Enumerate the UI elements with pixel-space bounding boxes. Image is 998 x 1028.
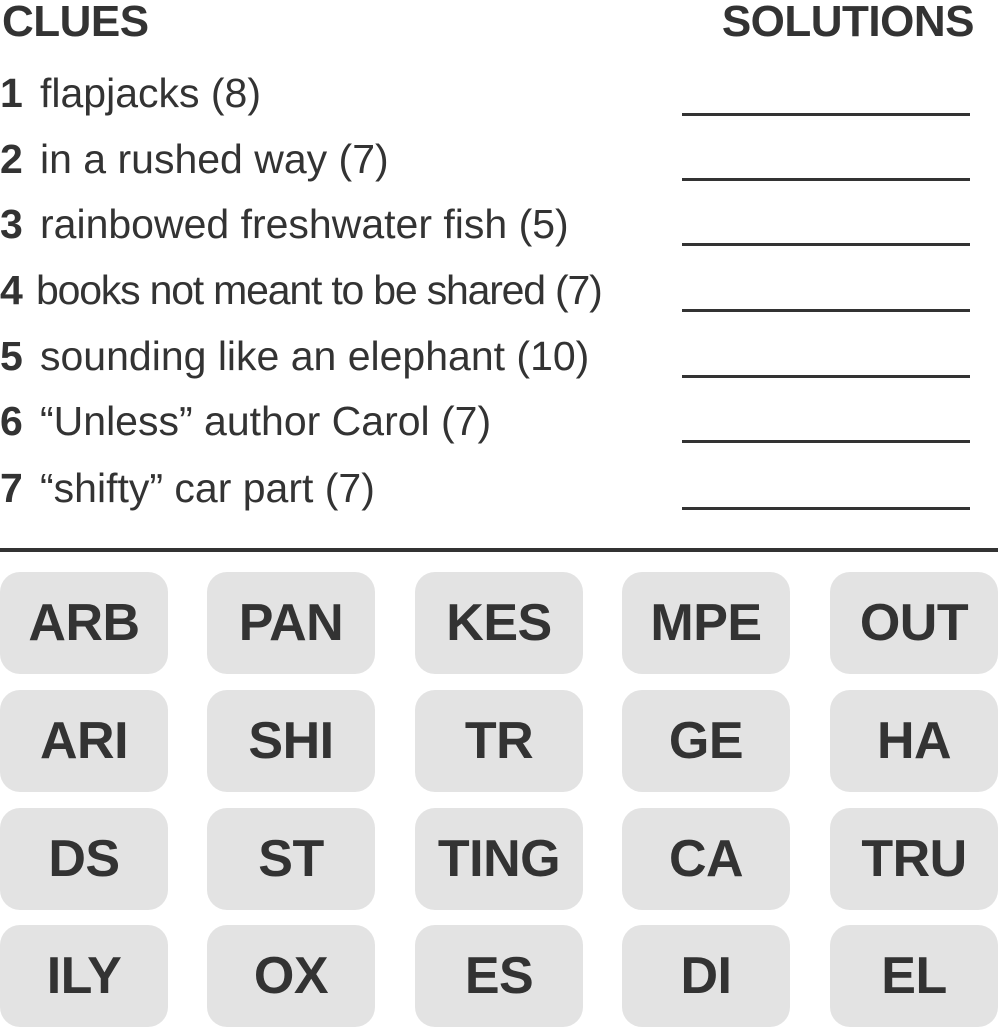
letter-tile[interactable]: DI — [622, 925, 790, 1027]
clue-text: “shifty” car part (7) — [40, 465, 375, 511]
letter-tile[interactable]: TR — [415, 690, 583, 792]
clue-row — [0, 267, 998, 327]
clue-number: 4 — [0, 267, 23, 313]
solution-blank[interactable] — [682, 375, 970, 378]
letter-tile[interactable]: ST — [207, 808, 375, 910]
letter-tile[interactable]: KES — [415, 572, 583, 674]
clue-number: 3 — [0, 201, 23, 247]
clue-row — [0, 201, 998, 261]
section-divider — [0, 548, 998, 552]
clue-text: books not meant to be shared (7) — [36, 267, 602, 313]
letter-tile[interactable]: ILY — [0, 925, 168, 1027]
solution-blank[interactable] — [682, 309, 970, 312]
clue-row — [0, 333, 998, 393]
clue-text: rainbowed freshwater fish (5) — [40, 201, 569, 247]
solution-blank[interactable] — [682, 178, 970, 181]
clue-text: flapjacks (8) — [40, 70, 262, 116]
letter-tile[interactable]: OX — [207, 925, 375, 1027]
header — [0, 0, 998, 50]
letter-tile[interactable]: TING — [415, 808, 583, 910]
letter-tile[interactable]: SHI — [207, 690, 375, 792]
letter-tile[interactable]: MPE — [622, 572, 790, 674]
letter-tile[interactable]: PAN — [207, 572, 375, 674]
clue-row — [0, 465, 998, 525]
clue-row — [0, 398, 998, 458]
letter-tile[interactable]: ES — [415, 925, 583, 1027]
clue-text: “Unless” author Carol (7) — [40, 398, 492, 444]
clue-number: 7 — [0, 465, 23, 511]
letter-tile[interactable]: EL — [830, 925, 998, 1027]
letter-tile[interactable]: TRU — [830, 808, 998, 910]
clues-heading: CLUES — [2, 0, 149, 46]
clue-row — [0, 70, 998, 130]
clue-number: 6 — [0, 398, 23, 444]
clue-text: sounding like an elephant (10) — [40, 333, 590, 379]
letter-tile-grid — [0, 572, 998, 1028]
letter-tile[interactable]: CA — [622, 808, 790, 910]
solution-blank[interactable] — [682, 507, 970, 510]
clue-text: in a rushed way (7) — [40, 136, 389, 182]
clue-number: 2 — [0, 136, 23, 182]
clue-number: 1 — [0, 70, 23, 116]
solution-blank[interactable] — [682, 243, 970, 246]
letter-tile[interactable]: ARI — [0, 690, 168, 792]
letter-tile[interactable]: OUT — [830, 572, 998, 674]
solutions-heading: SOLUTIONS — [721, 0, 974, 46]
solution-blank[interactable] — [682, 113, 970, 116]
letter-tile[interactable]: DS — [0, 808, 168, 910]
clue-number: 5 — [0, 333, 23, 379]
letter-tile[interactable]: HA — [830, 690, 998, 792]
letter-tile[interactable]: GE — [622, 690, 790, 792]
clue-row — [0, 136, 998, 196]
solution-blank[interactable] — [682, 440, 970, 443]
letter-tile[interactable]: ARB — [0, 572, 168, 674]
